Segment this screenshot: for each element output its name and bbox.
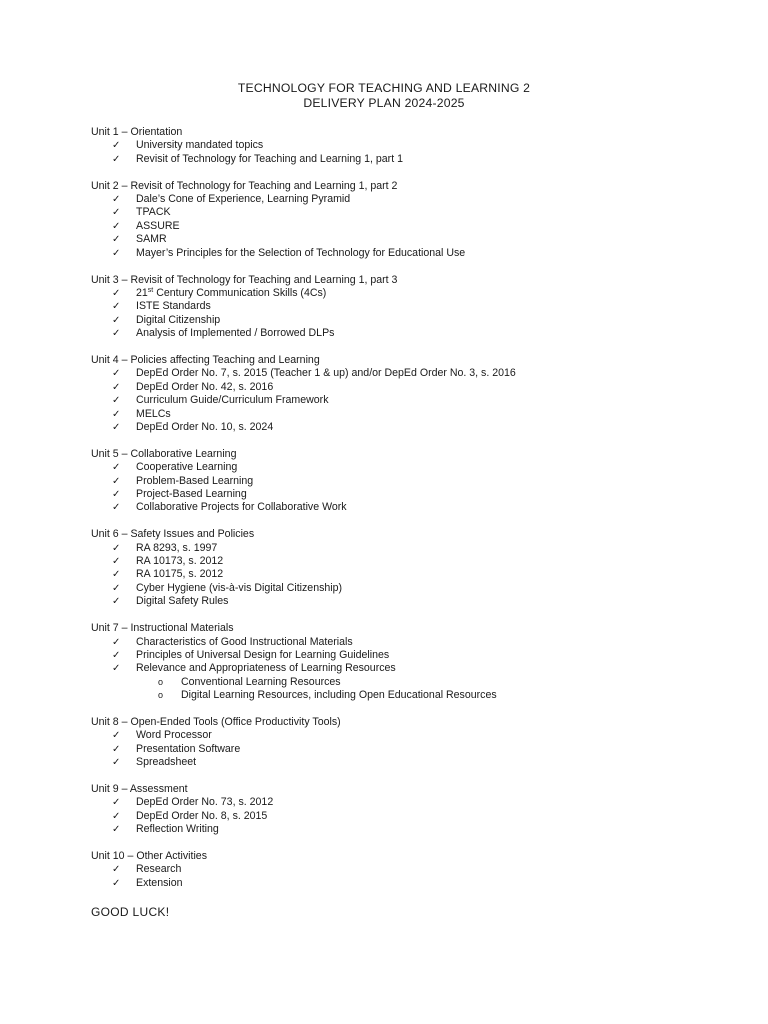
list-item	[91, 300, 711, 313]
list-item-text: Digital Citizenship	[136, 313, 221, 326]
list-item-text: Digital Safety Rules	[136, 595, 229, 608]
list-item	[91, 488, 711, 501]
checkmark-icon: ✓	[112, 636, 121, 648]
list-item-text: Spreadsheet	[136, 756, 197, 769]
title-line-2: DELIVERY PLAN 2024-2025	[303, 96, 465, 110]
sub-list-item	[91, 689, 711, 702]
checkmark-icon: ✓	[112, 743, 121, 755]
document-title	[0, 81, 768, 111]
checkmark-icon: ✓	[112, 368, 121, 380]
list-item-text: Reflection Writing	[136, 823, 219, 836]
unit-section	[91, 850, 711, 890]
list-item	[91, 287, 711, 300]
circle-bullet-icon: o	[158, 690, 164, 701]
list-item-text: University mandated topics	[136, 139, 264, 152]
list-item	[91, 649, 711, 662]
checkmark-icon: ✓	[112, 220, 121, 232]
unit-heading: Unit 9 – Assessment	[91, 783, 188, 796]
checkmark-icon: ✓	[112, 596, 121, 608]
checkmark-icon: ✓	[112, 207, 121, 219]
list-item-text: Project-Based Learning	[136, 487, 247, 500]
checkmark-icon: ✓	[112, 314, 121, 326]
list-item	[91, 756, 711, 769]
checkmark-icon: ✓	[112, 140, 121, 152]
list-item-text: Principles of Universal Design for Learning Guidelines	[136, 648, 390, 661]
list-item-text: Presentation Software	[136, 742, 241, 755]
checkmark-icon: ✓	[112, 395, 121, 407]
superscript-text: st	[147, 286, 154, 294]
list-item	[91, 394, 711, 407]
list-item-text: Word Processor	[136, 729, 212, 742]
checkmark-icon: ✓	[112, 824, 121, 836]
list-item	[91, 636, 711, 649]
list-item	[91, 367, 711, 380]
list-item	[91, 568, 711, 581]
checkmark-icon: ✓	[112, 582, 121, 594]
unit-section	[91, 528, 711, 608]
checkmark-icon: ✓	[112, 475, 121, 487]
list-item	[91, 139, 711, 152]
unit-heading: Unit 5 – Collaborative Learning	[91, 447, 237, 460]
list-item	[91, 153, 711, 166]
checkmark-icon: ✓	[112, 194, 121, 206]
list-item	[91, 421, 711, 434]
list-item	[91, 220, 711, 233]
list-item	[91, 408, 711, 421]
checkmark-icon: ✓	[112, 462, 121, 474]
checkmark-icon: ✓	[112, 730, 121, 742]
list-item-text: TPACK	[136, 206, 171, 219]
list-item	[91, 314, 711, 327]
list-item-text: DepEd Order No. 8, s. 2015	[136, 809, 268, 822]
checkmark-icon: ✓	[112, 569, 121, 581]
unit-heading: Unit 4 – Policies affecting Teaching and Learning	[91, 353, 320, 366]
list-item-text: Relevance and Appropriateness of Learning Resources	[136, 662, 396, 675]
checkmark-icon: ✓	[112, 488, 121, 500]
list-item	[91, 729, 711, 742]
unit-heading: Unit 2 – Revisit of Technology for Teaching and Learning 1, part 2	[91, 179, 398, 192]
sub-list-item-text: Digital Learning Resources, including Open Educational Resources	[181, 689, 497, 702]
unit-section	[91, 783, 711, 837]
list-item-text: Characteristics of Good Instructional Materials	[136, 635, 353, 648]
list-item	[91, 542, 711, 555]
unit-section	[91, 622, 711, 702]
unit-list	[91, 126, 711, 904]
unit-section	[91, 354, 711, 434]
list-item	[91, 595, 711, 608]
title-line-1: TECHNOLOGY FOR TEACHING AND LEARNING 2	[237, 81, 531, 95]
checkmark-icon: ✓	[112, 502, 121, 514]
list-item-text: DepEd Order No. 10, s. 2024	[136, 420, 274, 433]
checkmark-icon: ✓	[112, 381, 121, 393]
list-item-text: MELCs	[136, 407, 171, 420]
list-item-text: DepEd Order No. 42, s. 2016	[136, 380, 274, 393]
list-item-text: SAMR	[136, 233, 167, 246]
list-item-text: Curriculum Guide/Curriculum Framework	[136, 394, 329, 407]
list-item	[91, 501, 711, 514]
list-item	[91, 796, 711, 809]
list-item-text: RA 10173, s. 2012	[136, 555, 224, 568]
list-item	[91, 863, 711, 876]
checkmark-icon: ✓	[112, 877, 121, 889]
checkmark-icon: ✓	[112, 556, 121, 568]
list-item	[91, 233, 711, 246]
list-item	[91, 475, 711, 488]
unit-heading: Unit 10 – Other Activities	[91, 850, 207, 863]
unit-heading: Unit 6 – Safety Issues and Policies	[91, 528, 255, 541]
closing-text: GOOD LUCK!	[91, 905, 170, 919]
list-item-text: ISTE Standards	[136, 300, 211, 313]
checkmark-icon: ✓	[112, 408, 121, 420]
checkmark-icon: ✓	[112, 421, 121, 433]
checkmark-icon: ✓	[112, 153, 121, 165]
list-item-text: Cooperative Learning	[136, 461, 238, 474]
unit-section	[91, 180, 711, 260]
sub-list-item-text: Conventional Learning Resources	[181, 675, 341, 688]
list-item	[91, 381, 711, 394]
list-item	[91, 877, 711, 890]
checkmark-icon: ✓	[112, 757, 121, 769]
list-item-text: DepEd Order No. 73, s. 2012	[136, 796, 274, 809]
list-item-text: RA 10175, s. 2012	[136, 568, 224, 581]
list-item	[91, 810, 711, 823]
checkmark-icon: ✓	[112, 328, 121, 340]
list-item-text: Problem-Based Learning	[136, 474, 254, 487]
checkmark-icon: ✓	[112, 287, 121, 299]
list-item	[91, 327, 711, 340]
unit-section	[91, 274, 711, 341]
list-item-text: Mayer’s Principles for the Selection of Technology for Educational Use	[136, 246, 466, 259]
circle-bullet-icon: o	[158, 676, 164, 687]
unit-heading: Unit 1 – Orientation	[91, 126, 183, 138]
list-item-text: Dale’s Cone of Experience, Learning Pyramid	[136, 193, 351, 206]
list-item-text: Cyber Hygiene (vis-à-vis Digital Citizenship)	[136, 581, 343, 594]
list-item	[91, 193, 711, 206]
checkmark-icon: ✓	[112, 234, 121, 246]
list-item-text: DepEd Order No. 7, s. 2015 (Teacher 1 & up) and/or DepEd Order No. 3, s. 2016	[136, 367, 516, 380]
list-item	[91, 743, 711, 756]
checkmark-icon: ✓	[112, 864, 121, 876]
unit-heading: Unit 8 – Open-Ended Tools (Office Productivity Tools)	[91, 715, 341, 728]
unit-heading: Unit 3 – Revisit of Technology for Teaching and Learning 1, part 3	[91, 273, 398, 286]
checkmark-icon: ✓	[112, 797, 121, 809]
unit-section	[91, 126, 711, 166]
list-item	[91, 206, 711, 219]
checkmark-icon: ✓	[112, 810, 121, 822]
list-item	[91, 823, 711, 836]
list-item	[91, 582, 711, 595]
list-item	[91, 461, 711, 474]
list-item-text-rest: Century Communication Skills (4Cs)	[153, 286, 327, 299]
checkmark-icon: ✓	[112, 649, 121, 661]
checkmark-icon: ✓	[112, 663, 121, 675]
sub-list-item	[91, 676, 711, 689]
list-item-text: 21	[136, 286, 148, 299]
list-item	[91, 662, 711, 675]
list-item	[91, 555, 711, 568]
list-item-text: Research	[136, 863, 182, 876]
unit-section	[91, 448, 711, 515]
unit-section	[91, 716, 711, 770]
list-item-text: Extension	[136, 876, 183, 889]
checkmark-icon: ✓	[112, 301, 121, 313]
list-item-text: Analysis of Implemented / Borrowed DLPs	[136, 327, 335, 340]
checkmark-icon: ✓	[112, 247, 121, 259]
list-item-text: RA 8293, s. 1997	[136, 541, 218, 554]
list-item	[91, 247, 711, 260]
list-item-text: ASSURE	[136, 219, 180, 232]
unit-heading: Unit 7 – Instructional Materials	[91, 622, 234, 635]
list-item-text: Collaborative Projects for Collaborative Work	[136, 501, 347, 514]
list-item-text: Revisit of Technology for Teaching and Learning 1, part 1	[136, 152, 403, 165]
checkmark-icon: ✓	[112, 542, 121, 554]
